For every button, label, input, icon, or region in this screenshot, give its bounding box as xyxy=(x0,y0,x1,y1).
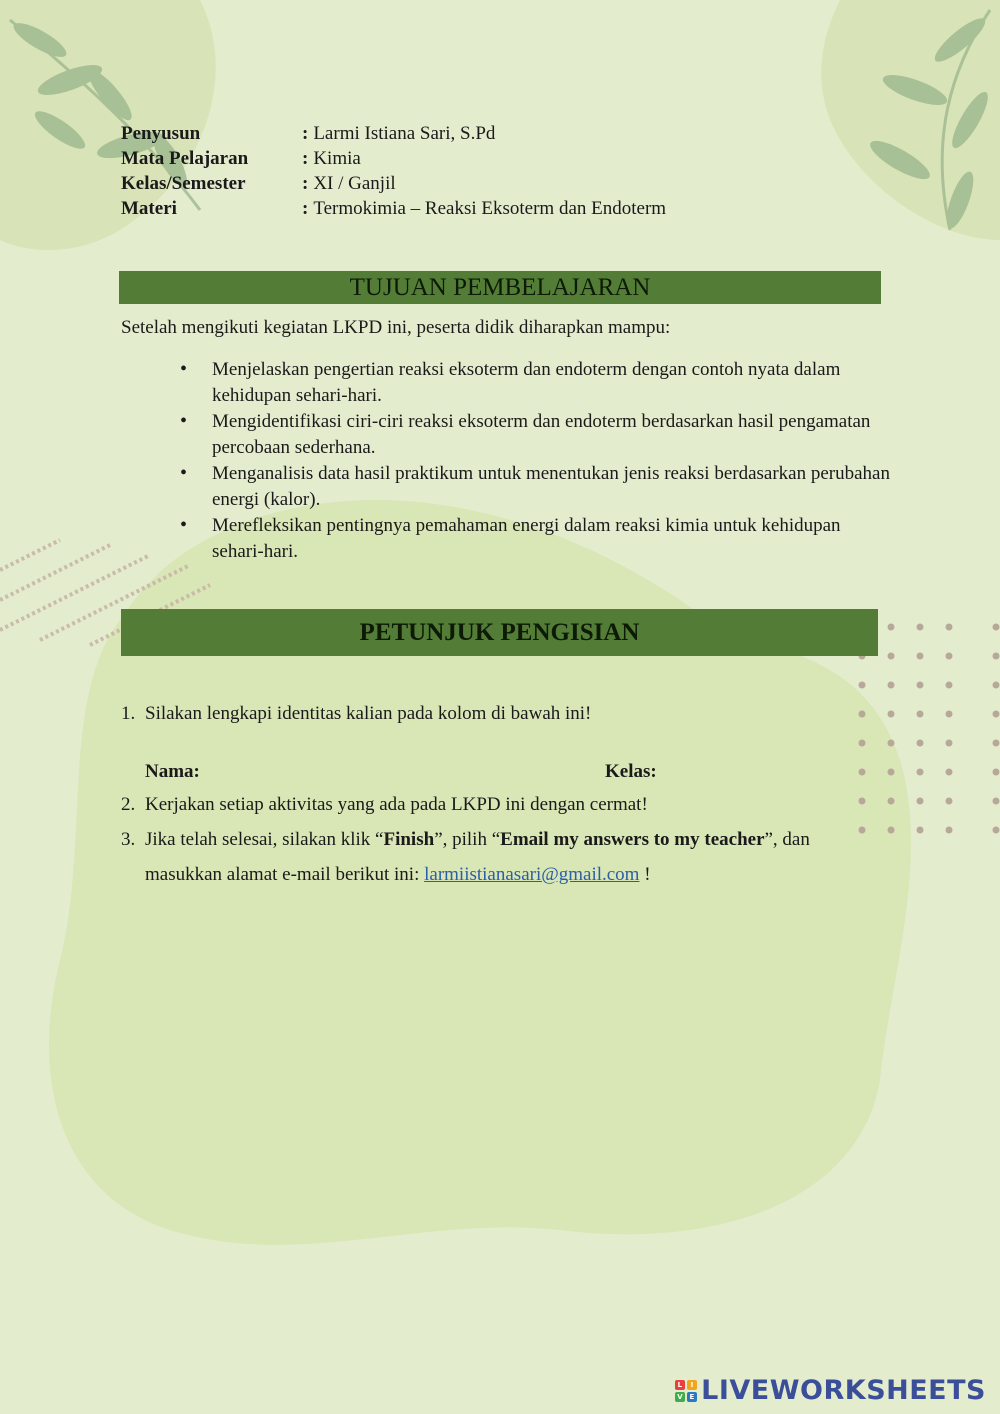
step3-text-a: Jika telah selesai, silakan klik “ xyxy=(145,829,384,850)
info-row-kelas-semester xyxy=(121,171,666,196)
finish-keyword: Finish xyxy=(383,829,435,850)
learning-goals-list xyxy=(180,357,890,565)
step-text xyxy=(145,829,810,851)
info-separator: : xyxy=(302,123,309,144)
info-key: Penyusun xyxy=(121,123,201,144)
brand-name: LIVEWORKSHEETS xyxy=(701,1375,986,1406)
info-key: Kelas/Semester xyxy=(121,173,246,194)
logo-letter: L xyxy=(675,1380,685,1390)
info-value: Termokimia – Reaksi Eksoterm dan Endoterm xyxy=(313,198,667,219)
list-item: • Menjelaskan pengertian reaksi eksoterm dan endoterm dengan contoh nyata dalam kehidupan sehari-hari. xyxy=(180,357,890,408)
info-separator: : xyxy=(302,173,309,194)
email-option-keyword: Email my answers to my teacher xyxy=(500,829,765,850)
identity-info xyxy=(121,121,666,221)
brand-logo-icon xyxy=(675,1380,697,1402)
info-value: Kimia xyxy=(313,148,361,169)
list-item: • Merefleksikan pentingnya pemahaman energi dalam reaksi kimia untuk kehidupan sehari-hari. xyxy=(180,513,890,564)
section-title-petunjuk: PETUNJUK PENGISIAN xyxy=(121,609,878,656)
logo-letter: E xyxy=(687,1392,697,1402)
info-row-mata-pelajaran xyxy=(121,146,666,171)
info-key: Mata Pelajaran xyxy=(121,148,249,169)
liveworksheets-logo xyxy=(675,1375,986,1406)
step3-text-end: ! xyxy=(639,864,651,885)
step3-text-d: masukkan alamat e-mail berikut ini: xyxy=(145,864,425,885)
info-row-penyusun xyxy=(121,121,666,146)
info-separator: : xyxy=(302,198,309,219)
step-text: Kerjakan setiap aktivitas yang ada pada LKPD ini dengan cermat! xyxy=(145,794,648,815)
info-value: XI / Ganjil xyxy=(313,173,396,194)
info-value: Larmi Istiana Sari, S.Pd xyxy=(313,123,496,144)
step-text xyxy=(145,864,651,886)
list-item: • Menganalisis data hasil praktikum untuk menentukan jenis reaksi berdasarkan perubahan energi (kalor). xyxy=(180,461,890,512)
logo-letter: V xyxy=(675,1392,685,1402)
section-title-tujuan: TUJUAN PEMBELAJARAN xyxy=(119,271,881,304)
info-separator: : xyxy=(302,148,309,169)
step-number: 2. xyxy=(121,794,136,815)
info-row-materi xyxy=(121,196,666,221)
info-key: Materi xyxy=(121,198,177,219)
step3-text-b: ”, pilih “ xyxy=(434,829,501,850)
list-item: • Mengidentifikasi ciri-ciri reaksi eksoterm dan endoterm berdasarkan hasil pengamatan percobaan sederhana. xyxy=(180,409,890,460)
step-number: 1. xyxy=(121,703,136,724)
nama-field-label[interactable]: Nama: xyxy=(145,761,200,782)
kelas-field-label[interactable]: Kelas: xyxy=(605,761,657,782)
step-text: Silakan lengkapi identitas kalian pada kolom di bawah ini! xyxy=(145,703,592,724)
tujuan-intro: Setelah mengikuti kegiatan LKPD ini, peserta didik diharapkan mampu: xyxy=(121,317,671,338)
teacher-email-link[interactable]: larmiistianasari@gmail.com xyxy=(424,864,640,885)
logo-letter: I xyxy=(687,1380,697,1390)
step-number: 3. xyxy=(121,829,136,850)
step3-text-c: ”, dan xyxy=(764,829,810,850)
